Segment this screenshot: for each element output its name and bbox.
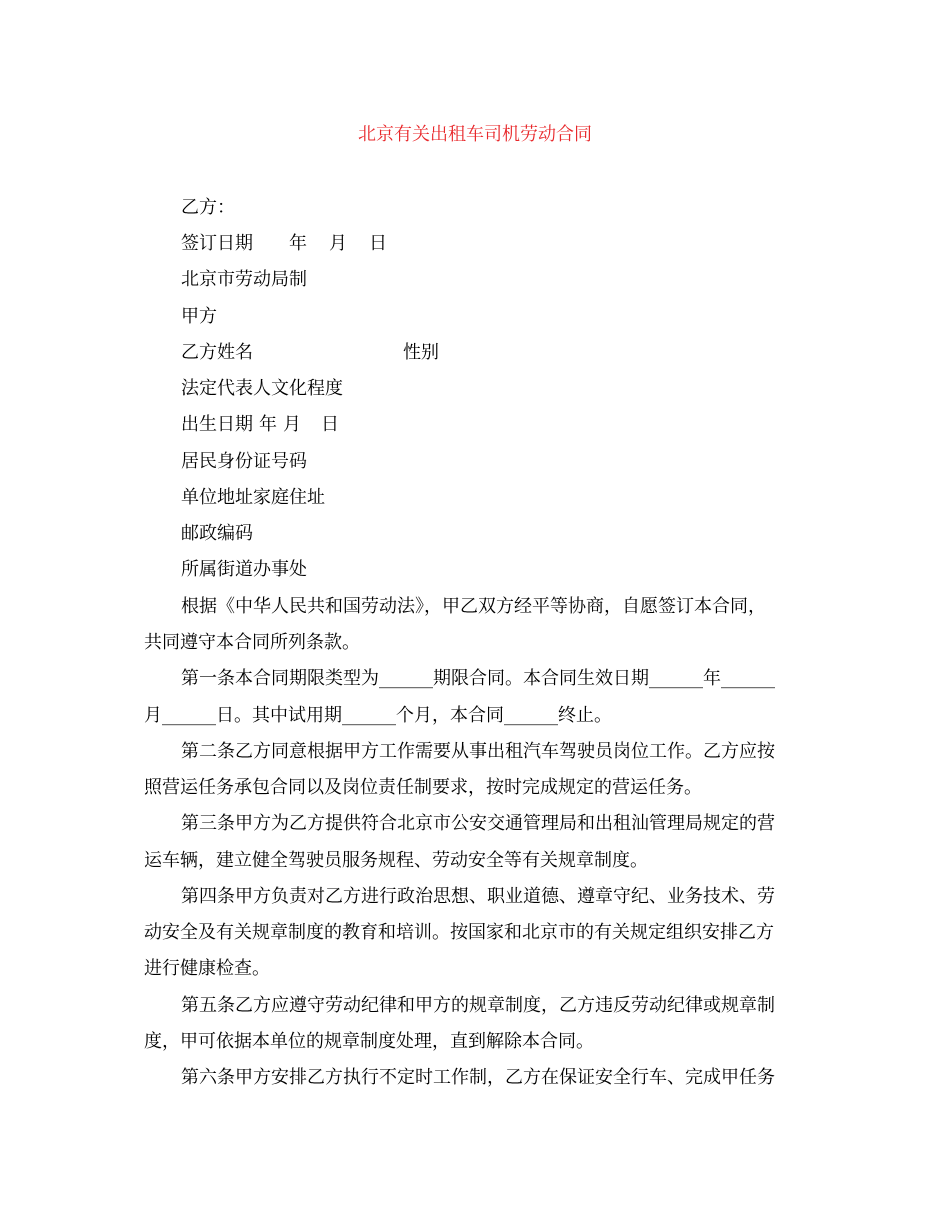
- body-line: 第一条本合同期限类型为______期限合同。本合同生效日期______年______: [181, 668, 775, 689]
- birth-year: 年: [259, 414, 277, 435]
- body-line: 第四条甲方负责对乙方进行政治思想、职业道德、遵章守纪、业务技术、劳: [181, 886, 775, 907]
- body-line: 第六条甲方安排乙方执行不定时工作制，乙方在保证安全行车、完成甲任务: [181, 1067, 775, 1088]
- body-line: 第五条乙方应遵守劳动纪律和甲方的规章制度，乙方违反劳动纪律或规章制: [181, 995, 775, 1016]
- body-line: 进行健康检查。: [144, 958, 270, 979]
- party-b-name-label: 乙方姓名: [181, 342, 253, 363]
- body-line: 照营运任务承包合同以及岗位责任制要求，按时完成规定的营运任务。: [144, 777, 702, 798]
- birth-date-row: [181, 413, 841, 437]
- party-b-label: [181, 196, 841, 220]
- address-line: 单位地址家庭住址: [181, 487, 325, 508]
- legal-rep-education-line: 法定代表人文化程度: [181, 378, 343, 399]
- sign-month: 月: [329, 233, 347, 254]
- birth-month: 月: [283, 414, 301, 435]
- postal-code-line: 邮政编码: [181, 523, 253, 544]
- street-office-line: 所属街道办事处: [181, 559, 307, 580]
- body-line: 根据《中华人民共和国劳动法》，甲乙双方经平等协商，自愿签订本合同，: [181, 596, 766, 617]
- body-line: 第二条乙方同意根据甲方工作需要从事出租汽车驾驶员岗位工作。乙方应按: [181, 741, 775, 762]
- sign-year: 年: [289, 233, 307, 254]
- body-line: 第三条甲方为乙方提供符合北京市公安交通管理局和出租汕管理局规定的营: [181, 813, 775, 834]
- sign-date-row: [181, 232, 841, 256]
- body-line: 动安全及有关规章制度的教育和培训。按国家和北京市的有关规定组织安排乙方: [144, 922, 774, 943]
- sign-date-label: 签订日期: [181, 233, 253, 254]
- party-b-name-row: [181, 341, 841, 365]
- birth-day: 日: [321, 414, 339, 435]
- body-line: 月______日。其中试用期______个月，本合同______终止。: [144, 705, 612, 726]
- id-number-line: 居民身份证号码: [181, 451, 307, 472]
- body-line: 度，甲可依据本单位的规章制度处理，直到解除本合同。: [144, 1031, 594, 1052]
- party-a-line: 甲方: [181, 306, 217, 327]
- body-line: 运车辆，建立健全驾驶员服务规程、劳动安全等有关规章制度。: [144, 850, 648, 871]
- issuer-line: 北京市劳动局制: [181, 269, 307, 290]
- body-line: 共同遵守本合同所列条款。: [144, 632, 360, 653]
- document-title: 北京有关出租车司机劳动合同: [358, 124, 592, 145]
- birth-date-label: 出生日期: [181, 414, 253, 435]
- sign-day: 日: [369, 233, 387, 254]
- gender-label: 性别: [403, 342, 439, 363]
- party-b-text: 乙方：: [181, 197, 235, 218]
